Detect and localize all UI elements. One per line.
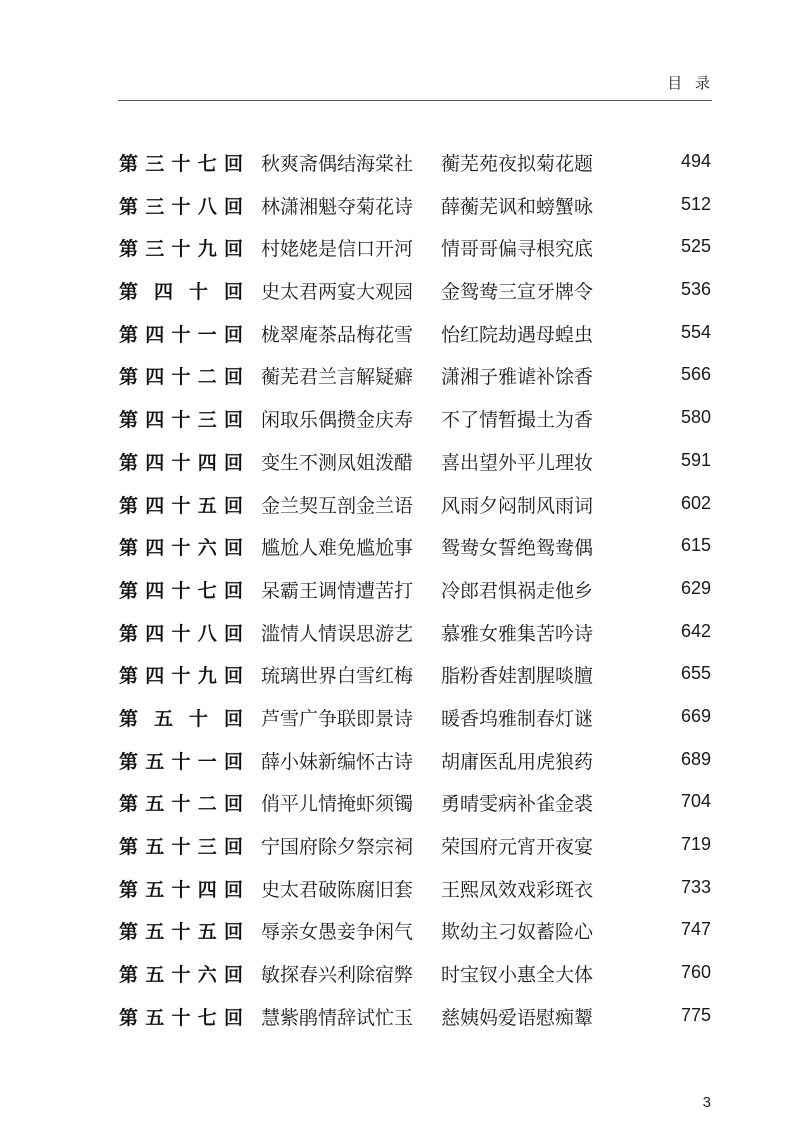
chapter-number-char: 第: [119, 366, 139, 389]
chapter-number-char: 回: [223, 836, 243, 858]
chapter-title-second: 荣国府元宵开夜宴: [441, 836, 594, 858]
chapter-number-char: 四: [145, 579, 165, 602]
chapter-number-char: 四: [153, 281, 173, 304]
chapter-title-second: 脂粉香娃割腥啖膻: [441, 665, 594, 688]
chapter-number-char: 回: [223, 750, 243, 773]
chapter-number-char: 三: [145, 195, 165, 218]
chapter-number-char: 第: [119, 153, 139, 175]
chapter-number-char: 第: [119, 878, 139, 901]
chapter-number-char: 第: [119, 750, 139, 773]
chapter-number-char: 十: [171, 537, 191, 560]
toc-entry: [0, 824, 800, 867]
chapter-number-char: 十: [188, 281, 208, 304]
chapter-number-char: 回: [223, 409, 243, 432]
chapter-number-char: 五: [145, 750, 165, 773]
page-number: 760: [680, 962, 711, 983]
page-number: 747: [680, 919, 711, 940]
chapter-number: [119, 149, 243, 176]
chapter-number-char: 回: [223, 238, 243, 261]
chapter-title-second: 蘅芜苑夜拟菊花题: [441, 153, 594, 175]
chapter-number-char: 回: [223, 793, 243, 816]
page-number: 669: [680, 705, 711, 726]
chapter-number-char: 十: [171, 665, 191, 688]
chapter-number-char: 第: [119, 707, 139, 730]
chapter-number-char: 三: [197, 409, 217, 432]
chapter-number: [119, 362, 243, 389]
folio-page-number: 3: [702, 1094, 711, 1111]
chapter-number-char: 十: [188, 707, 208, 730]
chapter-number-char: 回: [223, 622, 243, 645]
chapter-number-char: 回: [223, 964, 243, 987]
chapter-title-second: 王熙凤效戏彩斑衣: [441, 878, 594, 901]
chapter-number: [119, 277, 243, 304]
chapter-title-first: 栊翠庵茶品梅花雪: [261, 323, 414, 346]
chapter-title-second: 慈姨妈爱语慰痴颦: [441, 1006, 594, 1029]
page-number: 566: [680, 364, 711, 385]
chapter-number-char: 五: [145, 921, 165, 944]
chapter-number-char: 回: [223, 707, 243, 730]
chapter-title-first: 村姥姥是信口开河: [261, 238, 414, 261]
toc-entry: [0, 696, 800, 739]
chapter-title-second: 欺幼主刁奴蓄险心: [441, 921, 594, 944]
chapter-number-char: 回: [223, 665, 243, 688]
chapter-number: [119, 320, 243, 347]
page-number: 536: [680, 279, 711, 300]
chapter-number-char: 十: [171, 409, 191, 432]
chapter-number-char: 第: [119, 537, 139, 560]
toc-entry: [0, 397, 800, 440]
page-number: 512: [680, 193, 711, 214]
chapter-title-first: 蘅芜君兰言解疑癖: [261, 366, 414, 389]
chapter-number-char: 回: [223, 451, 243, 474]
toc-entry: [0, 525, 800, 568]
chapter-number: [119, 789, 243, 816]
chapter-number: [119, 875, 243, 902]
toc-entry: [0, 354, 800, 397]
chapter-number-char: 二: [197, 366, 217, 389]
chapter-number-char: 二: [197, 793, 217, 816]
toc-entry: [0, 440, 800, 483]
chapter-number-char: 回: [223, 366, 243, 389]
chapter-number-char: 四: [197, 878, 217, 901]
chapter-number-char: 第: [119, 409, 139, 432]
chapter-number-char: 五: [197, 921, 217, 944]
chapter-number-char: 八: [197, 195, 217, 218]
chapter-number-char: 三: [197, 836, 217, 858]
page-number: 655: [680, 663, 711, 684]
chapter-title-second: 喜出望外平儿理妆: [441, 451, 594, 474]
page-number: 704: [680, 791, 711, 812]
chapter-number-char: 第: [119, 836, 139, 858]
chapter-number-char: 四: [145, 323, 165, 346]
toc-entry: [0, 909, 800, 952]
page-number: 615: [680, 535, 711, 556]
page-number: 719: [680, 834, 711, 854]
chapter-number-char: 第: [119, 665, 139, 688]
chapter-title-first: 薛小妹新编怀古诗: [261, 750, 414, 773]
chapter-number-char: 回: [223, 921, 243, 944]
chapter-number-char: 十: [171, 964, 191, 987]
chapter-title-first: 闲取乐偶攒金庆寿: [261, 409, 414, 432]
chapter-number-char: 八: [197, 622, 217, 645]
chapter-number-char: 第: [119, 964, 139, 987]
chapter-title-second: 不了情暂撮土为香: [441, 409, 594, 432]
chapter-number-char: 十: [171, 579, 191, 602]
chapter-title-first: 史太君两宴大观园: [261, 281, 414, 304]
chapter-number-char: 第: [119, 238, 139, 261]
chapter-number-char: 六: [197, 964, 217, 987]
chapter-number: [119, 661, 243, 688]
chapter-number-char: 第: [119, 281, 139, 304]
chapter-number-char: 十: [171, 494, 191, 517]
toc-entry: [0, 995, 800, 1038]
chapter-title-second: 金鸳鸯三宣牙牌令: [441, 281, 594, 304]
chapter-number: [119, 192, 243, 219]
page-number: 554: [680, 321, 711, 342]
chapter-number-char: 十: [171, 793, 191, 816]
chapter-number-char: 回: [223, 281, 243, 304]
chapter-number-char: 一: [197, 750, 217, 773]
toc-entry: [0, 483, 800, 526]
chapter-number-char: 三: [145, 153, 165, 175]
chapter-number-char: 回: [223, 323, 243, 346]
chapter-number-char: 七: [197, 579, 217, 602]
chapter-number: [119, 960, 243, 987]
chapter-number: [119, 491, 243, 518]
chapter-title-second: 冷郎君惧祸走他乡: [441, 579, 594, 602]
chapter-number-char: 第: [119, 622, 139, 645]
chapter-number: [119, 234, 243, 261]
page-number: 591: [680, 449, 711, 470]
chapter-title-second: 勇晴雯病补雀金裘: [441, 793, 594, 816]
chapter-number-char: 回: [223, 537, 243, 560]
chapter-number-char: 十: [171, 366, 191, 389]
chapter-title-first: 秋爽斋偶结海棠社: [261, 153, 414, 175]
page-number: 525: [680, 236, 711, 257]
page-number: 602: [680, 492, 711, 513]
chapter-number-char: 四: [145, 451, 165, 474]
chapter-number-char: 十: [171, 153, 191, 175]
toc-entry: [0, 867, 800, 910]
chapter-number-char: 四: [145, 665, 165, 688]
chapter-number-char: 七: [197, 1006, 217, 1029]
toc-entry: [0, 653, 800, 696]
chapter-number-char: 十: [171, 451, 191, 474]
page-number: 629: [680, 577, 711, 598]
chapter-number-char: 四: [145, 494, 165, 517]
chapter-number-char: 四: [197, 451, 217, 474]
chapter-title-second: 情哥哥偏寻根究底: [441, 238, 594, 261]
chapter-title-second: 鸳鸯女誓绝鸳鸯偶: [441, 537, 594, 560]
chapter-title-first: 尴尬人难免尴尬事: [261, 537, 414, 560]
page-number: 733: [680, 876, 711, 897]
chapter-number-char: 十: [171, 622, 191, 645]
toc-entry: [0, 952, 800, 995]
page-number: 494: [680, 151, 711, 171]
chapter-title-first: 宁国府除夕祭宗祠: [261, 836, 414, 858]
chapter-number-char: 四: [145, 409, 165, 432]
chapter-number-char: 五: [153, 707, 173, 730]
chapter-number: [119, 448, 243, 475]
table-of-contents: [0, 141, 800, 1037]
chapter-number-char: 第: [119, 195, 139, 218]
page-number: 580: [680, 407, 711, 428]
chapter-title-first: 呆霸王调情遭苦打: [261, 579, 414, 602]
chapter-number: [119, 832, 243, 859]
chapter-number-char: 第: [119, 323, 139, 346]
toc-entry: [0, 184, 800, 227]
running-header-title: 目 录: [667, 74, 714, 92]
chapter-title-first: 史太君破陈腐旧套: [261, 878, 414, 901]
toc-entry: [0, 611, 800, 654]
chapter-number-char: 九: [197, 238, 217, 261]
chapter-number-char: 七: [197, 153, 217, 175]
chapter-number-char: 三: [145, 238, 165, 261]
chapter-title-first: 滥情人情误思游艺: [261, 622, 414, 645]
chapter-number-char: 第: [119, 1006, 139, 1029]
toc-entry: [0, 739, 800, 782]
chapter-number-char: 五: [145, 878, 165, 901]
chapter-title-second: 慕雅女雅集苦吟诗: [441, 622, 594, 645]
chapter-title-first: 芦雪广争联即景诗: [261, 707, 414, 730]
chapter-number: [119, 747, 243, 774]
toc-entry: [0, 269, 800, 312]
chapter-number: [119, 917, 243, 944]
chapter-number-char: 第: [119, 579, 139, 602]
chapter-number-char: 回: [223, 195, 243, 218]
chapter-number-char: 回: [223, 1006, 243, 1029]
toc-entry: [0, 226, 800, 269]
chapter-number-char: 十: [171, 878, 191, 901]
chapter-number-char: 十: [171, 836, 191, 858]
chapter-number-char: 五: [197, 494, 217, 517]
chapter-number-char: 一: [197, 323, 217, 346]
chapter-title-first: 琉璃世界白雪红梅: [261, 665, 414, 688]
chapter-number-char: 十: [171, 750, 191, 773]
chapter-number: [119, 405, 243, 432]
chapter-title-first: 林潇湘魁夺菊花诗: [261, 195, 414, 218]
chapter-number: [119, 576, 243, 603]
chapter-title-first: 俏平儿情掩虾须镯: [261, 793, 414, 816]
header-rule: [118, 100, 712, 101]
chapter-number-char: 五: [145, 793, 165, 816]
chapter-number-char: 回: [223, 878, 243, 901]
chapter-number: [119, 533, 243, 560]
chapter-title-second: 风雨夕闷制风雨词: [441, 494, 594, 517]
chapter-number-char: 第: [119, 494, 139, 517]
chapter-title-second: 时宝钗小惠全大体: [441, 964, 594, 987]
toc-entry: [0, 312, 800, 355]
chapter-title-first: 变生不测凤姐泼醋: [261, 451, 414, 474]
chapter-number-char: 九: [197, 665, 217, 688]
chapter-number: [119, 704, 243, 731]
chapter-number-char: 四: [145, 366, 165, 389]
toc-entry: [0, 781, 800, 824]
chapter-number-char: 六: [197, 537, 217, 560]
chapter-number-char: 十: [171, 195, 191, 218]
chapter-number-char: 五: [145, 836, 165, 858]
chapter-title-second: 怡红院劫遇母蝗虫: [441, 323, 594, 346]
chapter-number-char: 五: [145, 1006, 165, 1029]
chapter-number-char: 十: [171, 238, 191, 261]
toc-entry: [0, 141, 800, 184]
chapter-number-char: 十: [171, 921, 191, 944]
chapter-title-first: 金兰契互剖金兰语: [261, 494, 414, 517]
chapter-title-first: 敏探春兴利除宿弊: [261, 964, 414, 987]
chapter-title-second: 胡庸医乱用虎狼药: [441, 750, 594, 773]
chapter-number-char: 四: [145, 537, 165, 560]
chapter-number: [119, 619, 243, 646]
chapter-number-char: 第: [119, 451, 139, 474]
chapter-title-first: 慧紫鹃情辞试忙玉: [261, 1006, 414, 1029]
chapter-number-char: 第: [119, 793, 139, 816]
chapter-title-second: 潇湘子雅谑补馀香: [441, 366, 594, 389]
chapter-title-first: 辱亲女愚妾争闲气: [261, 921, 414, 944]
chapter-number-char: 回: [223, 494, 243, 517]
chapter-number-char: 回: [223, 153, 243, 175]
chapter-number-char: 十: [171, 1006, 191, 1029]
page-number: 775: [680, 1004, 711, 1025]
chapter-number: [119, 1003, 243, 1030]
toc-entry: [0, 568, 800, 611]
chapter-title-second: 暖香坞雅制春灯谜: [441, 707, 594, 730]
chapter-number-char: 四: [145, 622, 165, 645]
page-number: 642: [680, 620, 711, 641]
chapter-number-char: 五: [145, 964, 165, 987]
chapter-number-char: 回: [223, 579, 243, 602]
chapter-title-second: 薛蘅芜讽和螃蟹咏: [441, 195, 594, 218]
page-number: 689: [680, 748, 711, 769]
chapter-number-char: 第: [119, 921, 139, 944]
chapter-number-char: 十: [171, 323, 191, 346]
